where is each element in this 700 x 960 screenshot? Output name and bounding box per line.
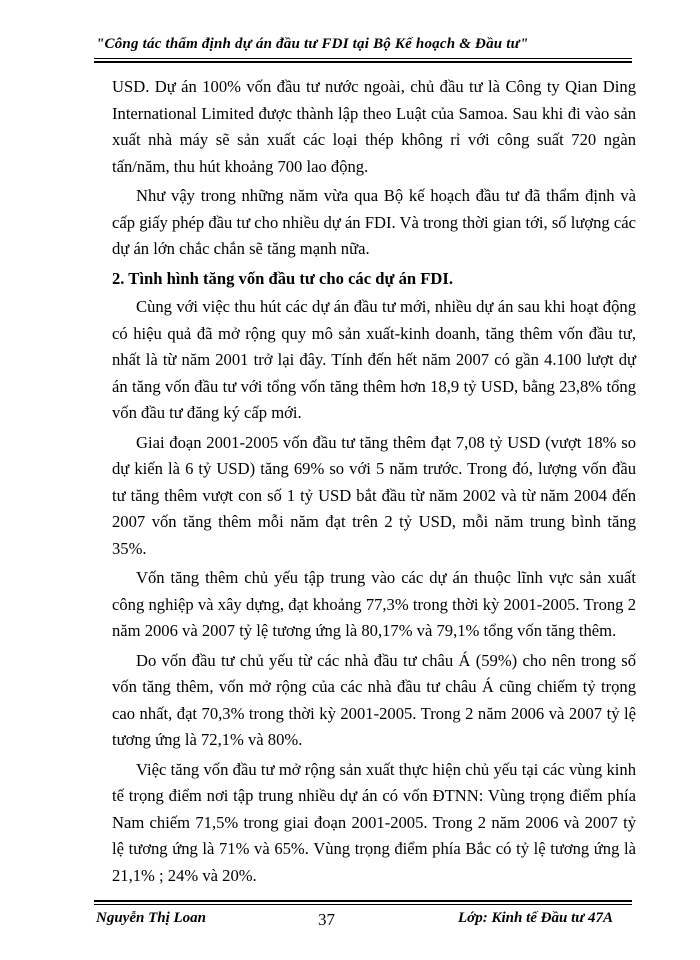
page-header-title: "Công tác thẩm định dự án đầu tư FDI tại Bộ Kế hoạch & Đầu tư" bbox=[96, 36, 529, 52]
paragraph-5: Vốn tăng thêm chủ yếu tập trung vào các dự án thuộc lĩnh vực sản xuất công nghiệp và xây dựng, đạt khoảng 77,3% trong thời kỳ 2001-2005. Trong 2 năm 2006 và 2007 tỷ lệ tương ứng là 80,17% và 79,1% tổng vốn tăng thêm. bbox=[112, 568, 636, 640]
page-number: 37 bbox=[318, 910, 335, 929]
header-rule bbox=[94, 58, 632, 59]
paragraph-2: Như vậy trong những năm vừa qua Bộ kế hoạch đầu tư đã thẩm định và cấp giấy phép đầu tư cho nhiều dự án FDI. Và trong thời gian tới, số lượng các dự án lớn chắc chắn sẽ tăng mạnh nữa. bbox=[112, 186, 636, 258]
body-text bbox=[112, 74, 636, 892]
footer-rule-thick bbox=[94, 900, 632, 902]
footer-author: Nguyễn Thị Loan bbox=[96, 910, 207, 926]
paragraph-1: USD. Dự án 100% vốn đầu tư nước ngoài, chủ đầu tư là Công ty Qian Ding International Limited được thành lập theo Luật của Samoa. Sau khi đi vào sản xuất nhà máy sẽ sản xuất các loại thép không rỉ với công suất 720 ngàn tấn/năm, thu hút khoảng 700 lao động. bbox=[112, 77, 636, 176]
paragraph-3: Cùng với việc thu hút các dự án đầu tư mới, nhiều dự án sau khi hoạt động có hiệu quả đã mở rộng quy mô sản xuất-kinh doanh, tăng thêm vốn đầu tư, nhất là từ năm 2001 trở lại đây. Tính đến hết năm 2007 có gần 4.100 lượt dự án tăng vốn đầu tư với tổng vốn tăng thêm hơn 18,9 tỷ USD, bằng 23,8% tổng vốn đầu tư đăng ký cấp mới. bbox=[112, 297, 636, 422]
section-heading: 2. Tình hình tăng vốn đầu tư cho các dự án FDI. bbox=[112, 268, 453, 288]
paragraph-7: Việc tăng vốn đầu tư mở rộng sản xuất thực hiện chủ yếu tại các vùng kinh tế trọng điểm nơi tập trung nhiều dự án có vốn ĐTNN: Vùng trọng điểm phía Nam chiếm 71,5% trong giai đoạn 2001-2005. Trong 2 năm 2006 và 2007 tỷ lệ tương ứng là 71% và 65%. Vùng trọng điểm phía Bắc có tỷ lệ tương ứng là 21,1% ; 24% và 20%. bbox=[112, 759, 636, 885]
paragraph-4: Giai đoạn 2001-2005 vốn đầu tư tăng thêm đạt 7,08 tỷ USD (vượt 18% so dự kiến là 6 tỷ USD) tăng 69% so với 5 năm trước. Trong đó, lượng vốn đầu tư tăng thêm vượt con số 1 tỷ USD bắt đầu từ năm 2002 và từ năm 2004 đến 2007 vốn tăng thêm mỗi năm đạt trên 2 tỷ USD, mỗi năm trung bình tăng 35%. bbox=[112, 432, 636, 558]
header-rule-thick bbox=[94, 61, 632, 63]
footer-rule bbox=[94, 904, 632, 905]
paragraph-6: Do vốn đầu tư chủ yếu từ các nhà đầu tư châu Á (59%) cho nên trong số vốn tăng thêm, vốn mở rộng của các nhà đầu tư châu Á cũng chiếm tỷ trọng cao nhất, đạt 70,3% trong thời kỳ 2001-2005. Trong 2 năm 2006 và 2007 tỷ lệ tương ứng là 72,1% và 80%. bbox=[112, 650, 636, 749]
footer-class-info: Lớp: Kinh tế Đầu tư 47A bbox=[458, 910, 613, 926]
